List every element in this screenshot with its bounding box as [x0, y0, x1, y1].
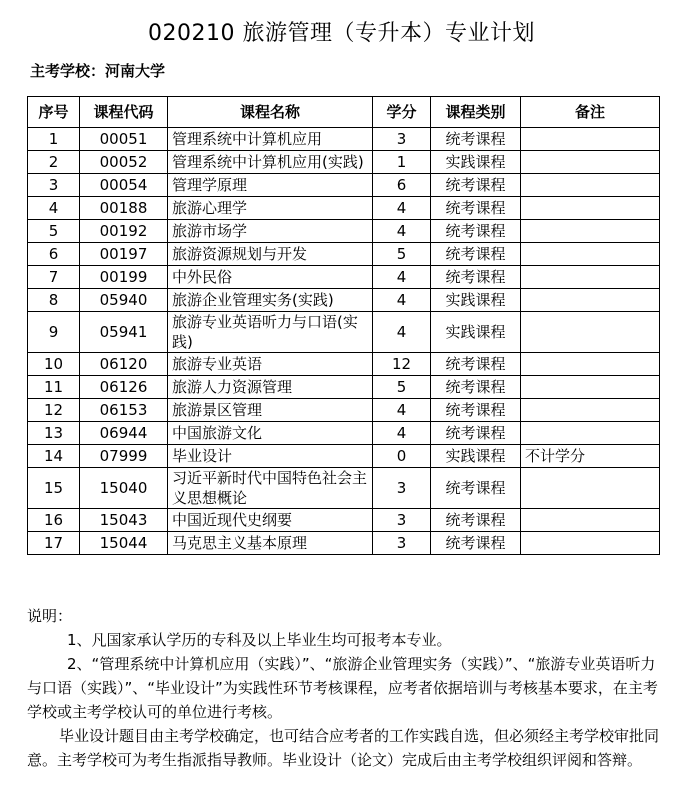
- row-code: 06126: [80, 376, 168, 399]
- row-credit: 1: [373, 151, 431, 174]
- row-no: 12: [28, 399, 80, 422]
- row-note: [521, 468, 660, 509]
- row-credit: 5: [373, 376, 431, 399]
- row-name: 旅游专业英语听力与口语(实践): [168, 312, 373, 353]
- table-row: [28, 312, 660, 353]
- row-type: 实践课程: [431, 289, 521, 312]
- row-name: 毕业设计: [168, 445, 373, 468]
- row-note: [521, 243, 660, 266]
- table-row: [28, 266, 660, 289]
- table-row: [28, 243, 660, 266]
- row-code: 06944: [80, 422, 168, 445]
- row-name: 旅游景区管理: [168, 399, 373, 422]
- row-code: 06120: [80, 353, 168, 376]
- notes-heading: 说明：: [27, 607, 73, 625]
- row-no: 2: [28, 151, 80, 174]
- row-no: 10: [28, 353, 80, 376]
- table-row: [28, 399, 660, 422]
- row-credit: 4: [373, 399, 431, 422]
- row-name: 中国近现代史纲要: [168, 509, 373, 532]
- row-credit: 6: [373, 174, 431, 197]
- table-row: [28, 151, 660, 174]
- row-no: 11: [28, 376, 80, 399]
- row-note: [521, 151, 660, 174]
- row-type: 统考课程: [431, 220, 521, 243]
- row-no: 5: [28, 220, 80, 243]
- header-type: 课程类别: [431, 97, 521, 128]
- row-credit: 12: [373, 353, 431, 376]
- row-credit: 3: [373, 128, 431, 151]
- header-credit: 学分: [373, 97, 431, 128]
- row-no: 15: [28, 468, 80, 509]
- row-code: 05941: [80, 312, 168, 353]
- row-no: 9: [28, 312, 80, 353]
- row-credit: 4: [373, 312, 431, 353]
- row-note: [521, 376, 660, 399]
- row-type: 统考课程: [431, 399, 521, 422]
- row-note: [521, 509, 660, 532]
- table-row: [28, 289, 660, 312]
- row-type: 统考课程: [431, 243, 521, 266]
- course-table: [27, 96, 660, 555]
- row-type: 统考课程: [431, 128, 521, 151]
- row-name: 旅游人力资源管理: [168, 376, 373, 399]
- table-row: [28, 509, 660, 532]
- row-code: 00188: [80, 197, 168, 220]
- row-no: 17: [28, 532, 80, 555]
- row-code: 00051: [80, 128, 168, 151]
- row-name: 旅游专业英语: [168, 353, 373, 376]
- row-code: 00197: [80, 243, 168, 266]
- row-note: [521, 266, 660, 289]
- row-credit: 4: [373, 266, 431, 289]
- header-code: 课程代码: [80, 97, 168, 128]
- row-note: [521, 220, 660, 243]
- row-name: 旅游企业管理实务(实践): [168, 289, 373, 312]
- row-code: 00199: [80, 266, 168, 289]
- row-no: 1: [28, 128, 80, 151]
- row-code: 05940: [80, 289, 168, 312]
- table-row: [28, 128, 660, 151]
- row-note: [521, 174, 660, 197]
- row-name: 旅游资源规划与开发: [168, 243, 373, 266]
- row-type: 统考课程: [431, 532, 521, 555]
- row-no: 8: [28, 289, 80, 312]
- table-row: [28, 532, 660, 555]
- row-credit: 5: [373, 243, 431, 266]
- row-type: 统考课程: [431, 422, 521, 445]
- row-code: 15040: [80, 468, 168, 509]
- row-name: 旅游市场学: [168, 220, 373, 243]
- table-row: [28, 422, 660, 445]
- row-type: 统考课程: [431, 174, 521, 197]
- table-row: [28, 445, 660, 468]
- page-title: 020210 旅游管理（专升本）专业计划: [148, 21, 535, 46]
- row-note: 不计学分: [521, 445, 660, 468]
- row-credit: 3: [373, 509, 431, 532]
- row-type: 实践课程: [431, 151, 521, 174]
- table-row: [28, 468, 660, 509]
- row-note: [521, 422, 660, 445]
- row-credit: 4: [373, 197, 431, 220]
- row-name: 中国旅游文化: [168, 422, 373, 445]
- row-no: 16: [28, 509, 80, 532]
- table-row: [28, 197, 660, 220]
- row-type: 统考课程: [431, 197, 521, 220]
- row-credit: 4: [373, 422, 431, 445]
- row-no: 6: [28, 243, 80, 266]
- row-code: 15043: [80, 509, 168, 532]
- notes-section: [27, 604, 667, 772]
- row-note: [521, 197, 660, 220]
- note-item: 2、“管理系统中计算机应用（实践）”、“旅游企业管理实务（实践）”、“旅游专业英语听力与口语（实践）”、“毕业设计”为实践性环节考核课程，应考者依据培训与考核基本要求，在主考学校或主考学校认可的单位进行考核。: [27, 655, 658, 721]
- row-name: 中外民俗: [168, 266, 373, 289]
- table-header-row: [28, 97, 660, 128]
- row-name: 管理系统中计算机应用: [168, 128, 373, 151]
- row-note: [521, 128, 660, 151]
- row-type: 统考课程: [431, 468, 521, 509]
- row-credit: 3: [373, 532, 431, 555]
- row-note: [521, 399, 660, 422]
- row-type: 统考课程: [431, 509, 521, 532]
- table-row: [28, 174, 660, 197]
- row-no: 13: [28, 422, 80, 445]
- header-no: 序号: [28, 97, 80, 128]
- row-no: 7: [28, 266, 80, 289]
- row-name: 管理系统中计算机应用(实践): [168, 151, 373, 174]
- row-credit: 4: [373, 220, 431, 243]
- header-name: 课程名称: [168, 97, 373, 128]
- row-no: 4: [28, 197, 80, 220]
- row-note: [521, 312, 660, 353]
- row-credit: 3: [373, 468, 431, 509]
- row-code: 00054: [80, 174, 168, 197]
- row-no: 14: [28, 445, 80, 468]
- header-note: 备注: [521, 97, 660, 128]
- row-name: 马克思主义基本原理: [168, 532, 373, 555]
- row-name: 旅游心理学: [168, 197, 373, 220]
- row-name: 习近平新时代中国特色社会主义思想概论: [168, 468, 373, 509]
- row-code: 15044: [80, 532, 168, 555]
- row-code: 06153: [80, 399, 168, 422]
- note-item: 1、凡国家承认学历的专科及以上毕业生均可报考本专业。: [67, 631, 452, 649]
- school-label: 主考学校：河南大学: [30, 62, 166, 80]
- row-note: [521, 353, 660, 376]
- row-type: 实践课程: [431, 445, 521, 468]
- row-type: 统考课程: [431, 266, 521, 289]
- table-row: [28, 353, 660, 376]
- row-name: 管理学原理: [168, 174, 373, 197]
- row-code: 07999: [80, 445, 168, 468]
- row-code: 00192: [80, 220, 168, 243]
- row-note: [521, 532, 660, 555]
- table-row: [28, 220, 660, 243]
- row-note: [521, 289, 660, 312]
- row-credit: 4: [373, 289, 431, 312]
- row-type: 统考课程: [431, 353, 521, 376]
- row-type: 统考课程: [431, 376, 521, 399]
- note-item: 毕业设计题目由主考学校确定，也可结合应考者的工作实践自选，但必须经主考学校审批同意。主考学校可为考生指派指导教师。毕业设计（论文）完成后由主考学校组织评阅和答辩。: [27, 727, 660, 769]
- table-row: [28, 376, 660, 399]
- row-credit: 0: [373, 445, 431, 468]
- row-type: 实践课程: [431, 312, 521, 353]
- row-no: 3: [28, 174, 80, 197]
- row-code: 00052: [80, 151, 168, 174]
